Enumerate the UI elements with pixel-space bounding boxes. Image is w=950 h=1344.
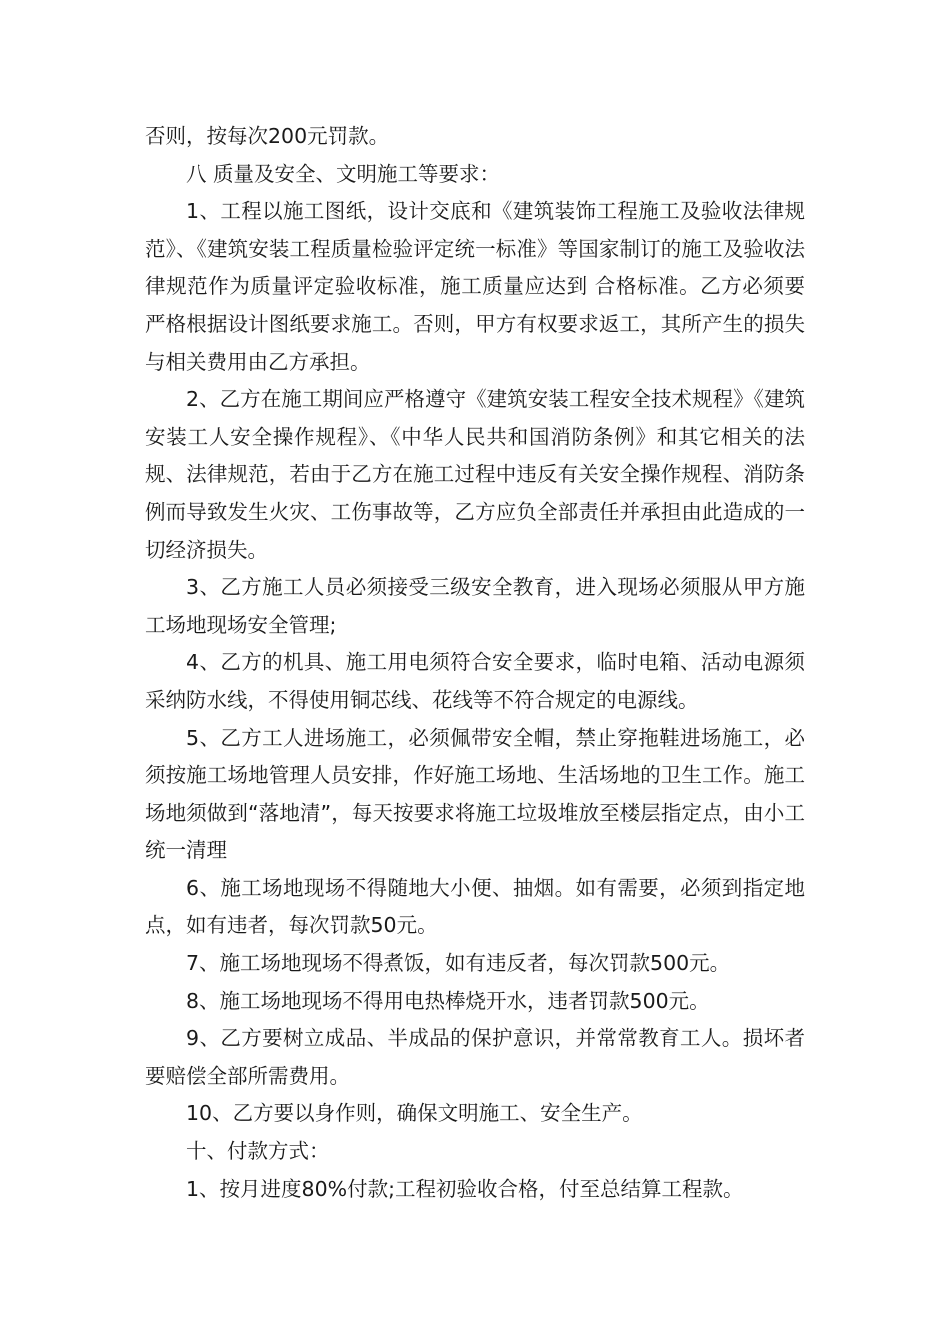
clause-9-protection-awareness: 9、乙方要树立成品、半成品的保护意识，并常常教育工人。损坏者要赔偿全部所需费用。 [145, 1026, 805, 1088]
payment-clause-1: 1、按月进度80%付款;工程初验收合格，付至总结算工程款。 [186, 1176, 744, 1201]
document-body [145, 118, 805, 1208]
clause-4-electrical-safety: 4、乙方的机具、施工用电须符合安全要求，临时电箱、活动电源须采纳防水线，不得使用铜芯线、花线等不符合规定的电源线。 [145, 650, 805, 712]
clause-8-no-heating-rods: 8、施工场地现场不得用电热棒烧开水，违者罚款500元。 [186, 988, 710, 1013]
paragraph-continuation: 否则，按每次200元罚款。 [145, 124, 390, 148]
clause-10-lead-by-example: 10、乙方要以身作则，确保文明施工、安全生产。 [186, 1101, 643, 1126]
clause-7-no-cooking: 7、施工场地现场不得煮饭，如有违反者，每次罚款500元。 [186, 951, 731, 976]
clause-5-site-hygiene: 5、乙方工人进场施工，必须佩带安全帽，禁止穿拖鞋进场施工，必须按施工场地管理人员安排，作好施工场地、生活场地的卫生工作。施工场地须做到“落地清”，每天按要求将施工垃圾堆放至楼层指定点，由小工统一清理 [145, 725, 805, 863]
clause-6-no-smoking: 6、施工场地现场不得随地大小便、抽烟。如有需要，必须到指定地点，如有违者，每次罚款50元。 [145, 875, 805, 938]
section-heading-quality-safety: 八 质量及安全、文明施工等要求： [186, 161, 501, 186]
section-heading-payment: 十、付款方式： [186, 1139, 330, 1164]
clause-3-safety-education: 3、乙方施工人员必须接受三级安全教育，进入现场必须服从甲方施工场地现场安全管理; [145, 575, 805, 637]
clause-2-safety-regulations: 2、乙方在施工期间应严格遵守《建筑安装工程安全技术规程》《建筑安装工人安全操作规程》、《中华人民共和国消防条例》和其它相关的法规、法律规范，若由于乙方在施工过程中违反有关安全操作规程、消防条例而导致发生火灾、工伤事故等，乙方应负全部责任并承担由此造成的一切经济损失。 [145, 387, 805, 562]
clause-1-quality-standard: 1、工程以施工图纸，设计交底和《建筑装饰工程施工及验收法律规范》、《建筑安装工程质量检验评定统一标准》等国家制订的施工及验收法律规范作为质量评定验收标准，施工质量应达到 合格标准。乙方必须要严格根据设计图纸要求施工。否则，甲方有权要求返工，其所产生的损失与相关费用由乙方承担。 [145, 199, 805, 374]
